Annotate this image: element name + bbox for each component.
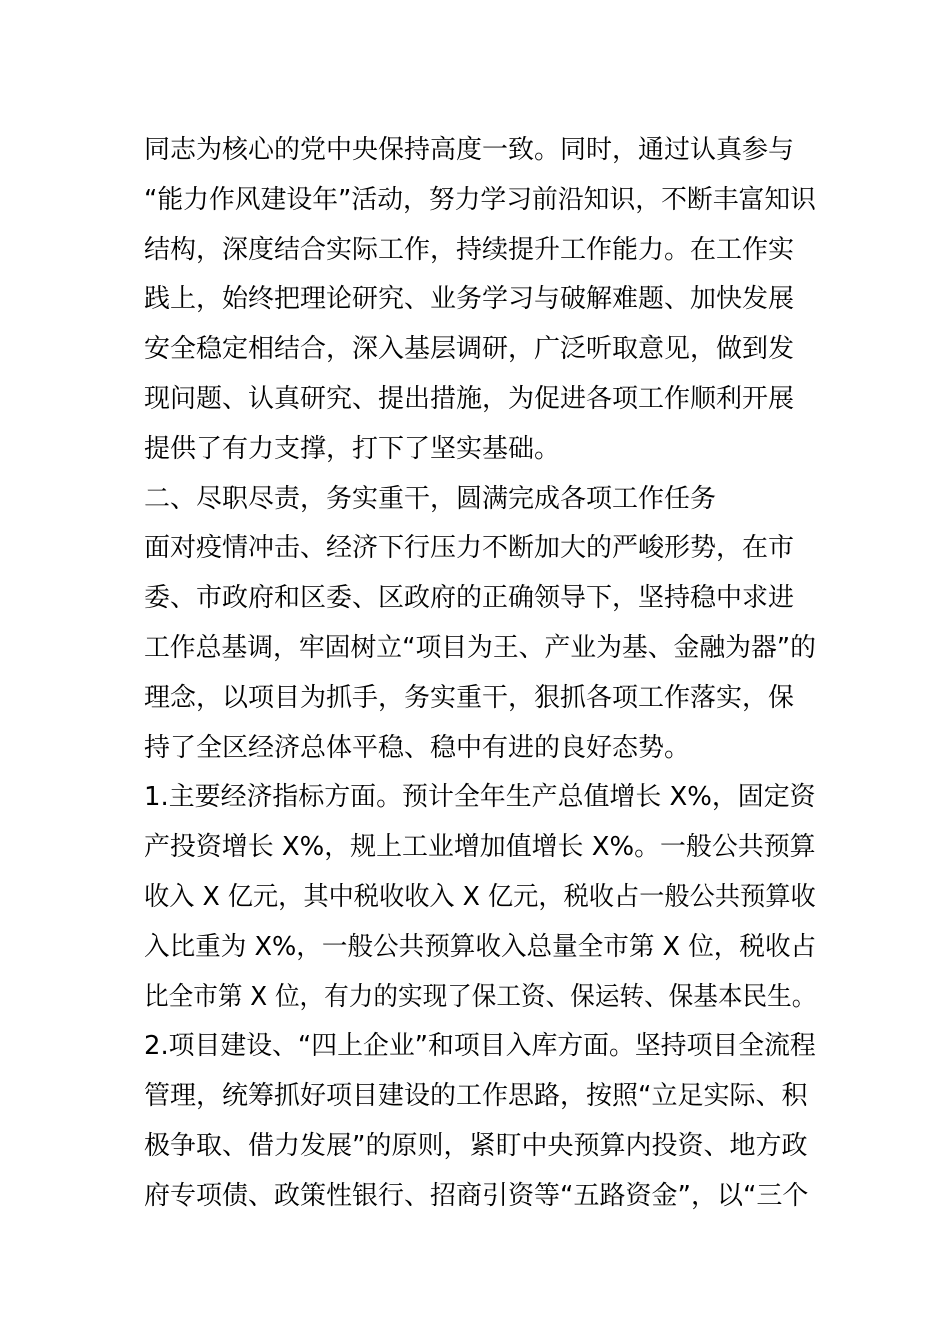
body-text-line: 极争取、借力发展”的原则，紧盯中央预算内投资、地方政 — [144, 1130, 808, 1161]
numbered-item-line: 2.项目建设、“四上企业”和项目入库方面。坚持项目全流程 — [144, 1031, 816, 1062]
section-heading: 二、尽职尽责，务实重干，圆满完成各项工作任务 — [144, 483, 717, 514]
body-text-line: 同志为核心的党中央保持高度一致。同时，通过认真参与 — [144, 135, 795, 165]
body-text-line: 面对疫情冲击、经济下行压力不断加大的严峻形势，在市 — [144, 533, 795, 564]
body-text-line: 现问题、认真研究、提出措施，为促进各项工作顺利开展 — [144, 383, 795, 414]
body-text-line: 安全稳定相结合，深入基层调研，广泛听取意见，做到发 — [144, 334, 795, 365]
body-text-line: 持了全区经济总体平稳、稳中有进的良好态势。 — [144, 732, 691, 763]
body-text-line: 践上，始终把理论研究、业务学习与破解难题、加快发展 — [144, 284, 795, 315]
body-text-line: 府专项债、政策性银行、招商引资等“五路资金”，以“三个 — [144, 1180, 809, 1211]
numbered-item-line: 1.主要经济指标方面。预计全年生产总值增长 X%，固定资 — [144, 782, 816, 813]
body-text-line: 收入 X 亿元，其中税收收入 X 亿元，税收占一般公共预算收 — [144, 881, 816, 912]
body-text-line: 产投资增长 X%，规上工业增加值增长 X%。一般公共预算 — [144, 832, 816, 863]
body-text-line: 比全市第 X 位，有力的实现了保工资、保运转、保基本民生。 — [144, 981, 817, 1012]
body-text-line: 管理，统筹抓好项目建设的工作思路，按照“立足实际、积 — [144, 1081, 808, 1112]
body-text-line: “能力作风建设年”活动，努力学习前沿知识，不断丰富知识 — [144, 184, 816, 215]
body-text-line: 提供了有力支撑，打下了坚实基础。 — [144, 433, 561, 464]
body-text-line: 工作总基调，牢固树立“项目为王、产业为基、金融为器”的 — [144, 632, 816, 663]
body-text-line: 理念，以项目为抓手，务实重干，狠抓各项工作落实，保 — [144, 682, 795, 713]
body-text-line: 委、市政府和区委、区政府的正确领导下，坚持稳中求进 — [144, 583, 795, 614]
body-text-line: 入比重为 X%，一般公共预算收入总量全市第 X 位，税收占 — [144, 931, 817, 962]
document-body — [144, 126, 817, 1222]
body-text-line: 结构，深度结合实际工作，持续提升工作能力。在工作实 — [144, 234, 795, 265]
